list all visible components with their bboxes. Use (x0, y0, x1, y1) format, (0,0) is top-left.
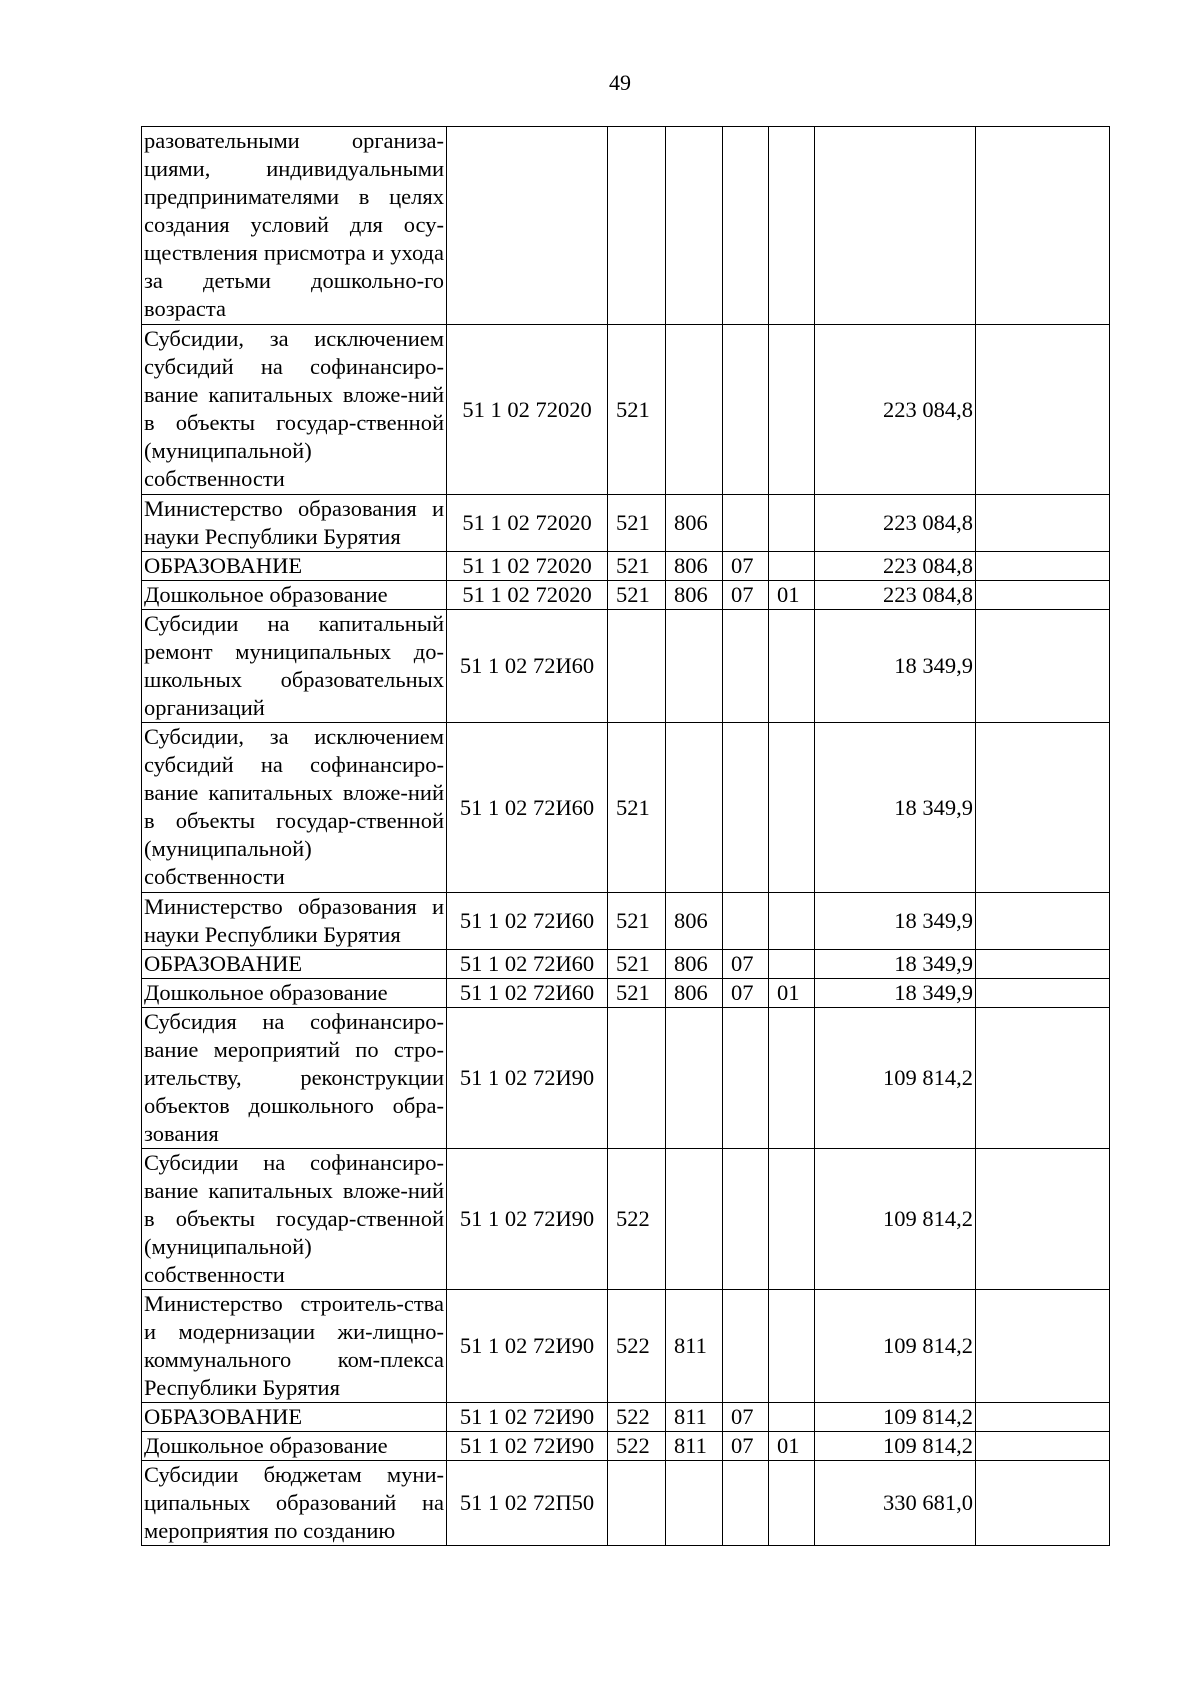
cell-target-code: 51 1 02 72И60 (447, 893, 608, 950)
table-row (142, 1008, 1110, 1149)
cell-ministry-code (666, 127, 723, 325)
cell-section (723, 127, 769, 325)
cell-section: 07 (723, 552, 769, 581)
cell-amount: 109 814,2 (815, 1432, 976, 1461)
cell-expense-type: 521 (608, 979, 666, 1008)
cell-extra (976, 610, 1110, 723)
table-row (142, 127, 1110, 325)
cell-amount: 18 349,9 (815, 950, 976, 979)
cell-amount: 18 349,9 (815, 979, 976, 1008)
cell-ministry-code (666, 1149, 723, 1290)
cell-section: 07 (723, 950, 769, 979)
cell-target-code: 51 1 02 72И90 (447, 1008, 608, 1149)
cell-extra (976, 1403, 1110, 1432)
cell-expense-type: 522 (608, 1290, 666, 1403)
cell-target-code: 51 1 02 72И60 (447, 610, 608, 723)
cell-extra (976, 1290, 1110, 1403)
cell-extra (976, 552, 1110, 581)
cell-ministry-code: 806 (666, 552, 723, 581)
cell-subsection (769, 723, 815, 893)
cell-name: ОБРАЗОВАНИЕ (142, 1403, 447, 1432)
cell-amount: 109 814,2 (815, 1008, 976, 1149)
cell-section (723, 1290, 769, 1403)
cell-ministry-code: 806 (666, 979, 723, 1008)
cell-expense-type (608, 127, 666, 325)
cell-extra (976, 950, 1110, 979)
cell-subsection (769, 127, 815, 325)
cell-subsection: 01 (769, 581, 815, 610)
cell-ministry-code: 806 (666, 893, 723, 950)
cell-amount: 223 084,8 (815, 495, 976, 552)
cell-ministry-code (666, 723, 723, 893)
cell-name: Министерство строитель-ства и модернизации жи-лищно-коммунального ком-плекса Республики Бурятия (142, 1290, 447, 1403)
cell-target-code: 51 1 02 72И90 (447, 1432, 608, 1461)
cell-amount: 18 349,9 (815, 893, 976, 950)
cell-subsection (769, 1290, 815, 1403)
cell-expense-type: 521 (608, 495, 666, 552)
cell-name: Министерство образования и науки Республики Бурятия (142, 495, 447, 552)
cell-expense-type: 521 (608, 552, 666, 581)
cell-amount: 223 084,8 (815, 552, 976, 581)
cell-section (723, 1461, 769, 1546)
cell-name: Дошкольное образование (142, 1432, 447, 1461)
table-body (142, 127, 1110, 1546)
cell-expense-type: 521 (608, 325, 666, 495)
table-row (142, 950, 1110, 979)
cell-ministry-code (666, 1461, 723, 1546)
table-row (142, 979, 1110, 1008)
cell-ministry-code: 806 (666, 495, 723, 552)
cell-expense-type: 521 (608, 723, 666, 893)
cell-section: 07 (723, 1403, 769, 1432)
cell-name: ОБРАЗОВАНИЕ (142, 950, 447, 979)
cell-name: Субсидии бюджетам муни-ципальных образований на мероприятия по созданию (142, 1461, 447, 1546)
cell-subsection: 01 (769, 1432, 815, 1461)
cell-target-code: 51 1 02 72И60 (447, 723, 608, 893)
cell-expense-type: 522 (608, 1403, 666, 1432)
cell-subsection (769, 1149, 815, 1290)
cell-ministry-code: 806 (666, 950, 723, 979)
table-row (142, 610, 1110, 723)
cell-subsection (769, 950, 815, 979)
table-row (142, 495, 1110, 552)
cell-amount: 109 814,2 (815, 1149, 976, 1290)
cell-subsection (769, 1403, 815, 1432)
cell-amount: 109 814,2 (815, 1290, 976, 1403)
cell-amount (815, 127, 976, 325)
cell-section (723, 1149, 769, 1290)
cell-expense-type (608, 610, 666, 723)
cell-subsection (769, 610, 815, 723)
cell-expense-type (608, 1461, 666, 1546)
cell-ministry-code: 811 (666, 1290, 723, 1403)
cell-section (723, 723, 769, 893)
cell-target-code: 51 1 02 72П50 (447, 1461, 608, 1546)
cell-target-code: 51 1 02 72И60 (447, 979, 608, 1008)
cell-name: Субсидии на капитальный ремонт муниципальных до-школьных образовательных организаций (142, 610, 447, 723)
cell-target-code: 51 1 02 72И90 (447, 1149, 608, 1290)
cell-subsection (769, 495, 815, 552)
cell-target-code: 51 1 02 72И90 (447, 1290, 608, 1403)
cell-target-code: 51 1 02 72И60 (447, 950, 608, 979)
budget-table (141, 126, 1110, 1546)
table-row (142, 893, 1110, 950)
cell-amount: 109 814,2 (815, 1403, 976, 1432)
table-row (142, 1290, 1110, 1403)
cell-target-code: 51 1 02 72И90 (447, 1403, 608, 1432)
cell-ministry-code: 806 (666, 581, 723, 610)
cell-ministry-code: 811 (666, 1432, 723, 1461)
cell-subsection (769, 893, 815, 950)
cell-section: 07 (723, 1432, 769, 1461)
table-row (142, 1149, 1110, 1290)
cell-amount: 18 349,9 (815, 610, 976, 723)
cell-name: ОБРАЗОВАНИЕ (142, 552, 447, 581)
cell-name: Субсидии, за исключением субсидий на софинансиро-вание капитальных вложе-ний в объекты государ-ственной (муниципальной) собственности (142, 723, 447, 893)
cell-amount: 223 084,8 (815, 325, 976, 495)
table-row (142, 1461, 1110, 1546)
cell-target-code: 51 1 02 72020 (447, 552, 608, 581)
cell-section (723, 325, 769, 495)
cell-extra (976, 1432, 1110, 1461)
cell-extra (976, 325, 1110, 495)
cell-extra (976, 979, 1110, 1008)
cell-expense-type: 521 (608, 581, 666, 610)
cell-expense-type: 521 (608, 950, 666, 979)
cell-subsection (769, 1461, 815, 1546)
cell-ministry-code: 811 (666, 1403, 723, 1432)
table-row (142, 723, 1110, 893)
cell-expense-type: 522 (608, 1432, 666, 1461)
cell-subsection (769, 325, 815, 495)
cell-subsection (769, 1008, 815, 1149)
cell-subsection: 01 (769, 979, 815, 1008)
table-row (142, 581, 1110, 610)
cell-name: Министерство образования и науки Республики Бурятия (142, 893, 447, 950)
cell-expense-type: 521 (608, 893, 666, 950)
cell-section (723, 1008, 769, 1149)
cell-extra (976, 893, 1110, 950)
cell-extra (976, 723, 1110, 893)
cell-name: Дошкольное образование (142, 979, 447, 1008)
cell-name: разовательными организа-циями, индивидуальными предпринимателями в целях создания условий для осу-ществления присмотра и ухода за детьми дошкольно-го возраста (142, 127, 447, 325)
cell-name: Субсидии на софинансиро-вание капитальных вложе-ний в объекты государ-ственной (муниципальной) собственности (142, 1149, 447, 1290)
cell-amount: 330 681,0 (815, 1461, 976, 1546)
cell-extra (976, 581, 1110, 610)
cell-subsection (769, 552, 815, 581)
cell-amount: 223 084,8 (815, 581, 976, 610)
cell-section: 07 (723, 979, 769, 1008)
table-row (142, 552, 1110, 581)
cell-ministry-code (666, 325, 723, 495)
cell-extra (976, 1461, 1110, 1546)
cell-section: 07 (723, 581, 769, 610)
cell-extra (976, 1149, 1110, 1290)
table-row (142, 325, 1110, 495)
cell-ministry-code (666, 1008, 723, 1149)
cell-expense-type: 522 (608, 1149, 666, 1290)
table-row (142, 1403, 1110, 1432)
cell-amount: 18 349,9 (815, 723, 976, 893)
cell-section (723, 893, 769, 950)
cell-target-code (447, 127, 608, 325)
cell-name: Дошкольное образование (142, 581, 447, 610)
cell-extra (976, 495, 1110, 552)
cell-target-code: 51 1 02 72020 (447, 581, 608, 610)
cell-name: Субсидия на софинансиро-вание мероприятий по стро-ительству, реконструкции объектов дошкольного обра-зования (142, 1008, 447, 1149)
cell-section (723, 610, 769, 723)
cell-expense-type (608, 1008, 666, 1149)
cell-ministry-code (666, 610, 723, 723)
cell-target-code: 51 1 02 72020 (447, 325, 608, 495)
page-number: 49 (609, 70, 631, 95)
cell-target-code: 51 1 02 72020 (447, 495, 608, 552)
cell-section (723, 495, 769, 552)
cell-name: Субсидии, за исключением субсидий на софинансиро-вание капитальных вложе-ний в объекты государ-ственной (муниципальной) собственности (142, 325, 447, 495)
cell-extra (976, 127, 1110, 325)
table-row (142, 1432, 1110, 1461)
cell-extra (976, 1008, 1110, 1149)
